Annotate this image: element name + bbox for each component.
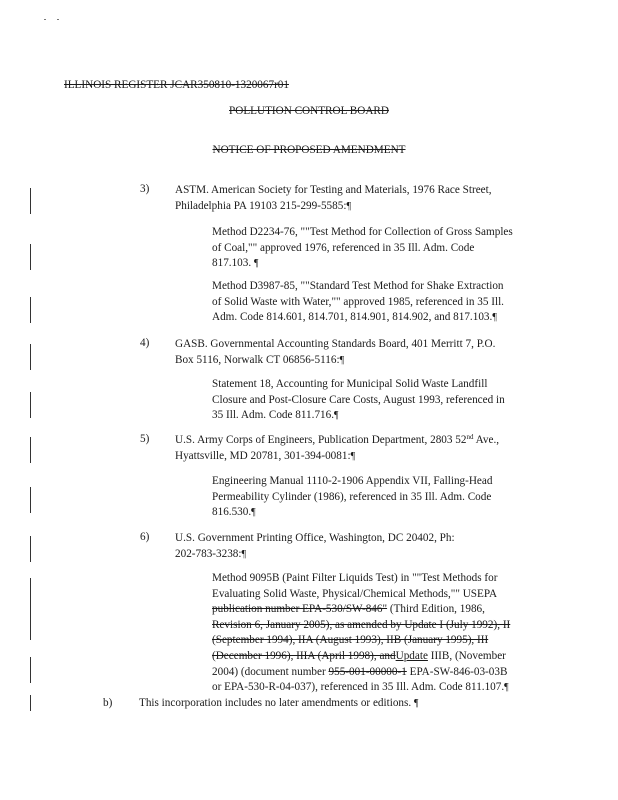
pilcrow: ¶: [413, 698, 419, 709]
change-bar: [30, 392, 31, 418]
citation-method: Statement 18, Accounting for Municipal Solid Waste Landfill Closure and Post-Closure Care Costs, August 1993, referenced in 35 Ill. Adm. Code 811.716.¶: [212, 378, 505, 422]
item-number: 3): [140, 183, 150, 195]
register-header: ILLINOIS REGISTER JCAR350810-1320067r01: [64, 79, 289, 91]
citation-method: Method D2234-76, ""Test Method for Collection of Gross Samples of Coal,"" approved 1976, referenced in 35 Ill. Adm. Code 817.103. ¶: [212, 226, 513, 270]
pilcrow: ¶: [241, 548, 247, 560]
change-bar: [30, 437, 31, 463]
item-number: 6): [140, 531, 150, 543]
pilcrow: ¶: [346, 200, 351, 212]
citation-method: Method 9095B (Paint Filter Liquids Test) in ""Test Methods for Evaluating Solid Waste, Physical/Chemical Methods,"" USEPA publication number EPA-530/SW-846" (Third Edition, 1986, Revision 6, January 2005), as amended by Update I (July 1992), II (September 1994), IIA (August 1993), IIB (January 1995), III (December 1996), IIIA (April 1998), andUpdate IIIB, (November 2004) (document number 955-001-00000-1 EPA-SW-846-03-03B or EPA-530-R-04-037), referenced in 35 Ill. Adm. Code 811.107.¶: [212, 572, 511, 694]
citation-method: Engineering Manual 1110-2-1906 Appendix VII, Falling-Head Permeability Cylinder (1986), referenced in 35 Ill. Adm. Code 816.530.¶: [212, 475, 493, 519]
citation-org: ASTM. American Society for Testing and Materials, 1976 Race Street, Philadelphia PA 19103 215-299-5585:¶: [175, 184, 492, 212]
pilcrow: ¶: [251, 507, 256, 519]
change-bar: [30, 188, 31, 214]
pilcrow: ¶: [492, 312, 497, 324]
pilcrow: ¶: [339, 354, 345, 366]
board-title: POLLUTION CONTROL BOARD: [229, 105, 389, 117]
change-bar: [30, 695, 31, 711]
pilcrow: ¶: [334, 410, 339, 422]
citation-org: GASB. Governmental Accounting Standards Board, 401 Merritt 7, P.O. Box 5116, Norwalk CT 06856-5116:¶: [175, 338, 496, 366]
change-bar: [30, 536, 31, 562]
citation-org: U.S. Government Printing Office, Washington, DC 20402, Ph: 202-783-3238:¶: [175, 532, 455, 560]
pilcrow: ¶: [350, 450, 356, 462]
citation-org: U.S. Army Corps of Engineers, Publication Department, 2803 52nd Ave., Hyattsville, MD 20781, 301-394-0081:¶: [175, 433, 500, 462]
pilcrow: ¶: [504, 682, 509, 694]
notice-title: NOTICE OF PROPOSED AMENDMENT: [212, 144, 406, 156]
scan-speck: [57, 19, 59, 20]
paragraph-label: b): [103, 697, 113, 709]
change-bar: [30, 244, 31, 270]
change-bar: [30, 297, 31, 323]
change-bar: [30, 657, 31, 683]
pilcrow: ¶: [253, 258, 259, 270]
paragraph-text: This incorporation includes no later amendments or editions. ¶: [139, 697, 419, 709]
scan-speck: [44, 19, 46, 20]
change-bar: [30, 487, 31, 513]
citation-method: Method D3987-85, ""Standard Test Method for Shake Extraction of Solid Waste with Water,"" approved 1985, referenced in 35 Ill. Adm. Code 814.601, 814.701, 814.901, 814.902, and 817.103.¶: [212, 280, 504, 324]
item-number: 5): [140, 433, 150, 445]
change-bar: [30, 578, 31, 640]
item-number: 4): [140, 337, 150, 349]
change-bar: [30, 344, 31, 370]
